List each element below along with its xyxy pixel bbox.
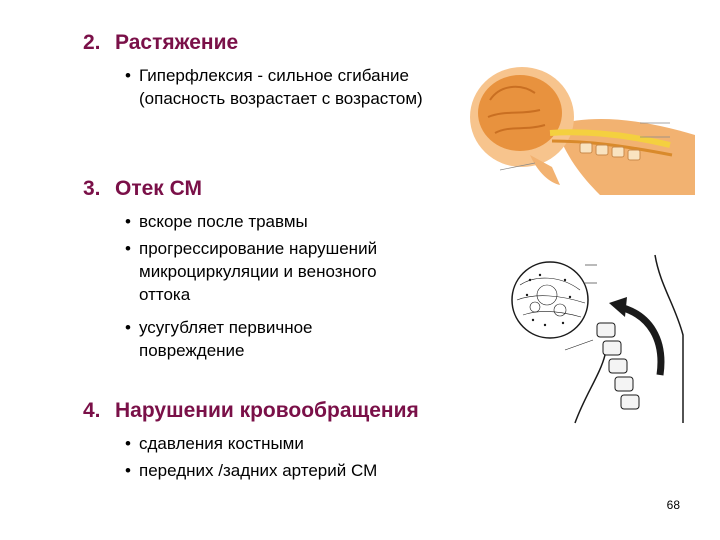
bullet-item <box>125 64 469 110</box>
bullet-text: усугубляет первичное повреждение <box>139 318 313 360</box>
osteophyte-compression-illustration <box>505 245 690 425</box>
bullet-item <box>125 459 459 482</box>
bullet-marker: • <box>125 434 131 453</box>
bullet-marker: • <box>125 66 131 85</box>
bullet-marker: • <box>125 461 131 480</box>
section-number: 3. <box>83 177 101 200</box>
section-title: Отек СМ <box>115 177 203 200</box>
bullet-text: сдавления костными <box>139 434 304 453</box>
bullet-item <box>125 316 399 362</box>
bullet-text: передних /задних артерий СМ <box>139 461 378 480</box>
section-title: Нарушении кровообращения <box>115 399 419 422</box>
bullet-text: прогрессирование нарушений микроциркуляции и венозного оттока <box>139 239 378 304</box>
bullet-marker: • <box>125 212 131 231</box>
hyperflexion-anatomy-illustration <box>460 55 700 200</box>
bullet-marker: • <box>125 318 131 337</box>
bullet-text: вскоре после травмы <box>139 212 308 231</box>
section-title: Растяжение <box>115 31 239 54</box>
bullet-item <box>125 432 459 455</box>
page-number: 68 <box>666 498 680 512</box>
section-heading-circulation <box>83 399 419 423</box>
bullet-item <box>125 210 439 233</box>
bullet-marker: • <box>125 239 131 258</box>
section-heading-stretch <box>83 31 238 55</box>
section-heading-edema <box>83 177 202 201</box>
bullet-item <box>125 237 429 306</box>
bullet-text: Гиперфлексия - сильное сгибание (опасность возрастает с возрастом) <box>139 66 423 108</box>
section-number: 4. <box>83 399 101 422</box>
section-number: 2. <box>83 31 101 54</box>
